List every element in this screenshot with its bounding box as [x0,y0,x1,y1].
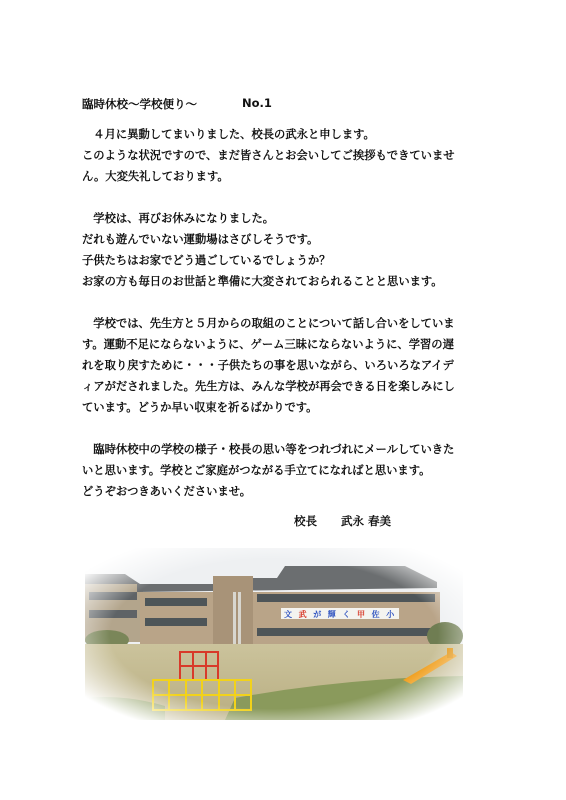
newsletter-title: 臨時休校〜学校便り〜 [82,97,197,111]
paragraph-line: 学校では、先生方と５月からの取組のことについて話し合いをしていま [82,317,455,330]
paragraph-line: どうぞおつきあいくださいませ。 [82,485,252,498]
paragraph-line: れを取り戻すために・・・子供たちの事を思いながら、いろいろなアイデ [82,359,454,372]
paragraph-line: このような状況ですので、まだ皆さんとお会いしてご挨拶もできていませ [82,149,455,162]
paragraph-line: ん。大変失礼しております。 [82,170,229,183]
paragraph-line: 子供たちはお家でどう過ごしているでしょうか？ [82,254,331,267]
title-row [82,96,272,112]
paragraph-line: 学校は、再びお休みになりました。 [82,212,275,225]
paragraph-line: だれも遊んでいない運動場はさびしそうです。 [82,233,319,246]
signature-name: 武永 春美 [341,514,392,528]
signature [294,513,391,529]
paragraph-line: お家の方も毎日のお世話と準備に大変されておられることと思います。 [82,275,443,288]
paragraph-line: す。運動不足にならないように、ゲーム三昧にならないように、学習の遅 [82,338,454,351]
paragraph-line: いと思います。学校とご家庭がつながる手立てになればと思います。 [82,464,431,477]
letter-body [82,124,502,502]
paragraph-line: ィアがだされました。先生方は、みんな学校が再会できる日を楽しみにし [82,380,455,393]
paragraph-line: ています。どうか早い収束を祈るばかりです。 [82,401,318,414]
school-photo [85,548,463,720]
issue-number: No.1 [242,96,272,110]
signature-role: 校長 [294,514,317,528]
paragraph-line: 臨時休校中の学校の様子・校長の思い等をつれづれにメールしていきた [82,443,455,456]
paragraph-line: ４月に異動してまいりました、校長の武永と申します。 [82,128,375,141]
